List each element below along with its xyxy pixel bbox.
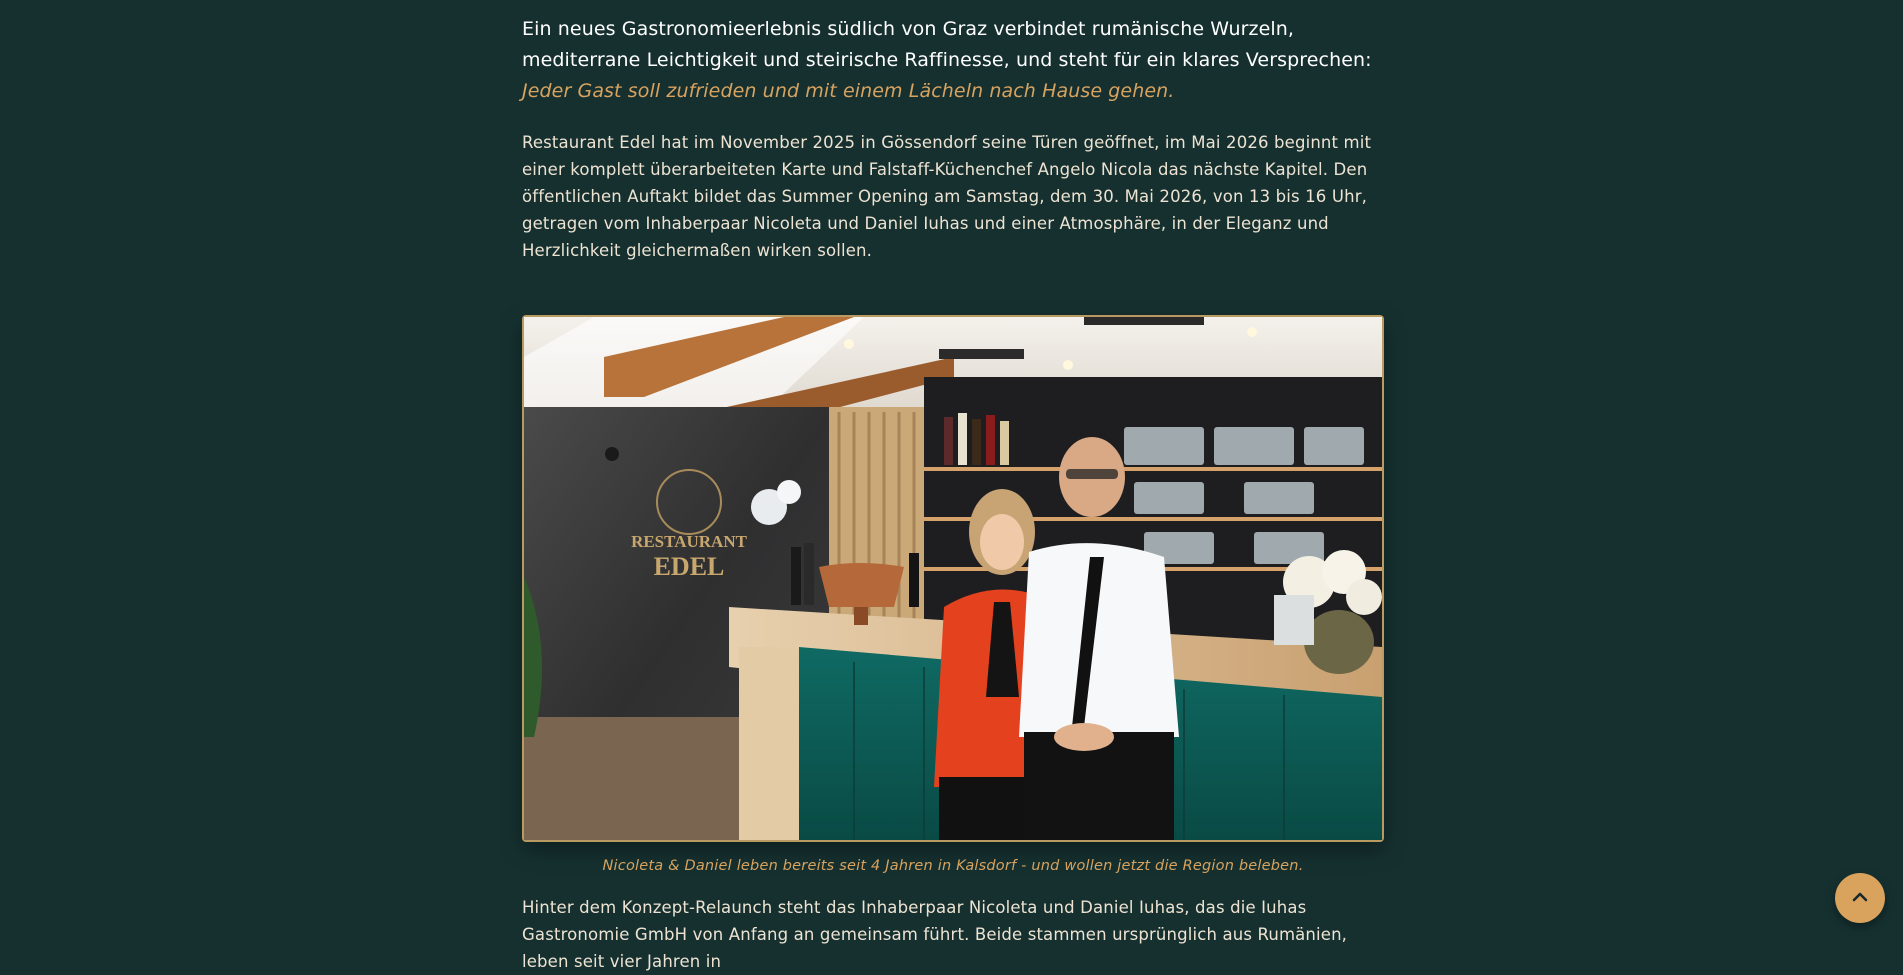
wall-logo-line1: RESTAURANT [631,532,747,551]
back-to-top-button[interactable] [1835,873,1885,923]
lead-text: Ein neues Gastronomieerlebnis südlich von Graz verbindet rumänische Wurzeln, mediterrane Leichtigkeit und steirische Raffinesse, und steht für ein klares Versprechen: [522,18,1372,71]
chevron-up-icon [1850,887,1870,910]
article-figure [522,315,1384,874]
owners-photo [522,315,1384,842]
article-paragraph: Restaurant Edel hat im November 2025 in Gössendorf seine Türen geöffnet, im Mai 2026 beginnt mit einer komplett überarbeiteten Karte und Falstaff-Küchenchef Angelo Nicola das nächste Kapitel. Den öffentlichen Auftakt bildet das Summer Opening am Samstag, dem 30. Mai 2026, von 13 bis 16 Uhr, getragen vom Inhaberpaar Nicoleta und Daniel Iuhas und einer Atmosphäre, in der Eleganz und Herzlichkeit gleichermaßen wirken sollen. [522,133,1372,260]
article-paragraph: Hinter dem Konzept-Relaunch steht das Inhaberpaar Nicoleta und Daniel Iuhas, das die Iuhas Gastronomie GmbH von Anfang an gemeinsam führt. Beide stammen ursprünglich aus Rumänien, leben seit vier Jahren in [522,898,1348,971]
article-lead [522,14,1384,107]
article [522,14,1384,971]
lead-quote: Jeder Gast soll zufrieden und mit einem Lächeln nach Hause gehen. [522,80,1175,102]
wall-logo-line2: EDEL [653,552,725,581]
photo-caption: Nicoleta & Daniel leben bereits seit 4 Jahren in Kalsdorf - und wollen jetzt die Region beleben. [602,858,1304,874]
